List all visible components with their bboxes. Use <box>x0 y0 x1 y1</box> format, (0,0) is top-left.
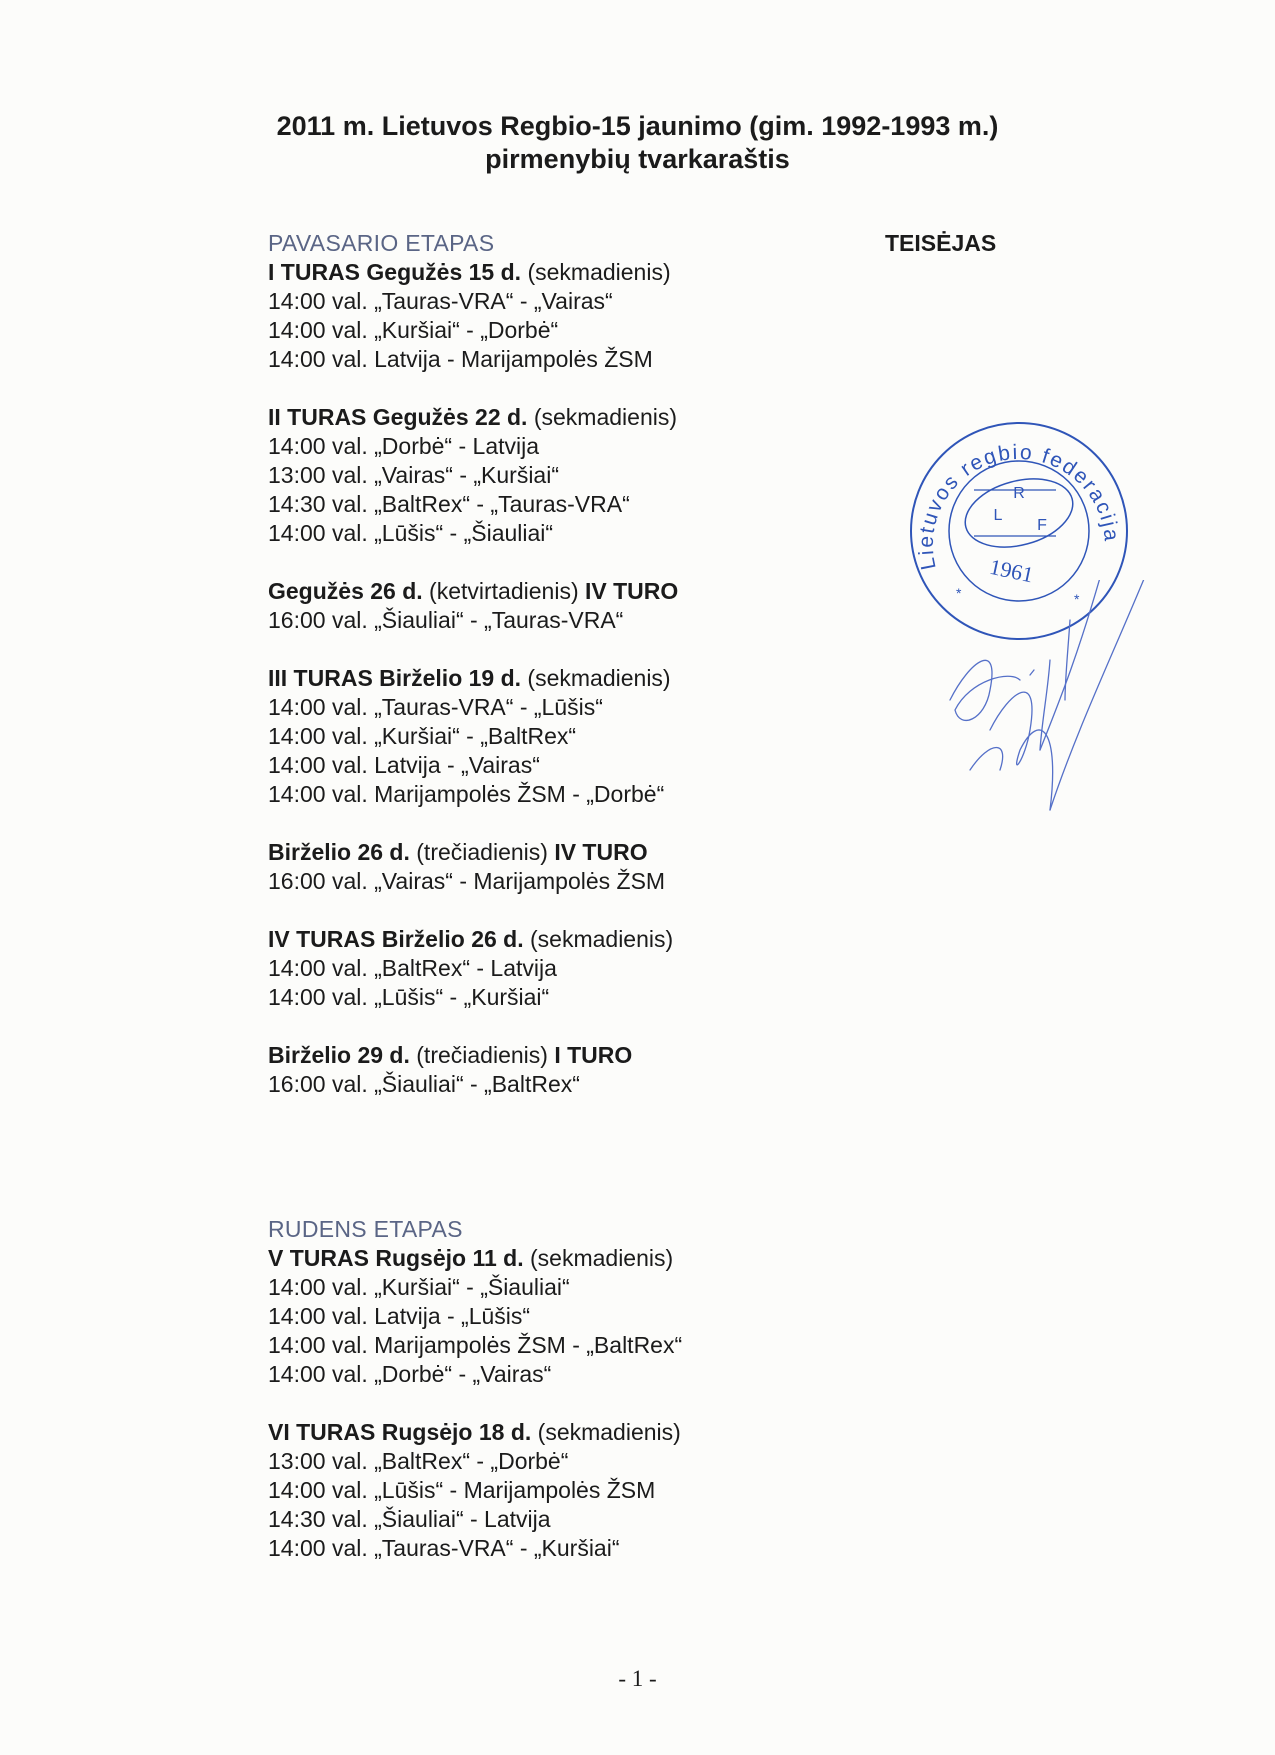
match-line: 14:00 val. „Tauras-VRA“ - „Kuršiai“ <box>268 1535 620 1561</box>
spacer <box>268 635 828 664</box>
round-header <box>268 1041 828 1070</box>
spacer <box>268 374 828 403</box>
spacer <box>268 548 828 577</box>
match-line: 14:00 val. „Lūšis“ - „Kuršiai“ <box>268 984 550 1010</box>
schedule <box>268 229 828 1563</box>
round-header <box>268 925 828 954</box>
match-line: 14:00 val. Latvija - Marijampolės ŽSM <box>268 346 653 372</box>
round-header <box>268 1418 828 1447</box>
match-line: 13:00 val. „Vairas“ - „Kuršiai“ <box>268 462 559 488</box>
match-line: 14:30 val. „Šiauliai“ - Latvija <box>268 1506 551 1532</box>
stamp-letter-f: F <box>1037 517 1047 534</box>
round-header-bold: IV TURO <box>585 578 679 604</box>
stage-title: RUDENS ETAPAS <box>268 1216 463 1242</box>
round-header-text: (trečiadienis) <box>409 1042 555 1068</box>
match-line: 14:00 val. „Dorbė“ - Latvija <box>268 433 540 459</box>
round-header-bold: I TURAS Gegužės 15 d. <box>268 259 522 285</box>
round-header-bold: Birželio 26 d. <box>268 839 410 865</box>
round-header-bold: V TURAS Rugsėjo 11 d. <box>268 1245 524 1271</box>
match-line: 14:00 val. „Dorbė“ - „Vairas“ <box>268 1361 552 1387</box>
referee-column-header: TEISĖJAS <box>885 230 997 256</box>
round-header-text: (sekmadienis) <box>523 1245 674 1271</box>
match-line: 14:30 val. „BaltRex“ - „Tauras-VRA“ <box>268 491 630 517</box>
round-header-bold: VI TURAS Rugsėjo 18 d. <box>268 1419 532 1445</box>
match-line: 16:00 val. „Vairas“ - Marijampolės ŽSM <box>268 868 666 894</box>
round-header-text: (ketvirtadienis) <box>422 578 585 604</box>
round-header-text: (trečiadienis) <box>409 839 555 865</box>
round-header-bold: III TURAS Birželio 19 d. <box>268 665 522 691</box>
match-line: 14:00 val. „Kuršiai“ - „Dorbė“ <box>268 317 559 343</box>
svg-text:*: * <box>1074 591 1080 607</box>
round-header-text: (sekmadienis) <box>531 1419 681 1445</box>
round-header-text: (sekmadienis) <box>521 259 671 285</box>
match-line: 14:00 val. „Tauras-VRA“ - „Vairas“ <box>268 288 613 314</box>
signature <box>930 580 1190 860</box>
round-header-bold: IV TURO <box>554 839 648 865</box>
spacer <box>268 1012 828 1041</box>
match-line: 14:00 val. „Tauras-VRA“ - „Lūšis“ <box>268 694 603 720</box>
document-title: 2011 m. Lietuvos Regbio-15 jaunimo (gim. 1992-1993 m.) <box>276 111 999 141</box>
svg-text:*: * <box>956 585 962 601</box>
stamp-letter-r: R <box>1013 485 1025 502</box>
spacer <box>268 809 828 838</box>
round-header-bold: II TURAS Gegužės 22 d. <box>268 404 528 430</box>
match-line: 14:00 val. „Kuršiai“ - „BaltRex“ <box>268 723 577 749</box>
stage-title: PAVASARIO ETAPAS <box>268 230 495 256</box>
match-line: 14:00 val. Marijampolės ŽSM - „Dorbė“ <box>268 781 665 807</box>
match-line: 16:00 val. „Šiauliai“ - „BaltRex“ <box>268 1071 580 1097</box>
round-header-text: (sekmadienis) <box>527 404 677 430</box>
round-header-bold: IV TURAS Birželio 26 d. <box>268 926 524 952</box>
round-header <box>268 577 828 606</box>
match-line: 14:00 val. „Lūšis“ - Marijampolės ŽSM <box>268 1477 656 1503</box>
round-header <box>268 258 828 287</box>
document-subtitle: pirmenybių tvarkaraštis <box>485 144 790 174</box>
match-line: 14:00 val. „Kuršiai“ - „Šiauliai“ <box>268 1274 570 1300</box>
spacer <box>268 1099 828 1215</box>
round-header <box>268 403 828 432</box>
match-line: 14:00 val. Latvija - „Vairas“ <box>268 752 540 778</box>
spacer <box>268 1389 828 1418</box>
match-line: 14:00 val. „BaltRex“ - Latvija <box>268 955 557 981</box>
page-number: - 1 - <box>618 1666 657 1691</box>
round-header-bold: Gegužės 26 d. <box>268 578 423 604</box>
match-line: 13:00 val. „BaltRex“ - „Dorbė“ <box>268 1448 569 1474</box>
spacer <box>268 896 828 925</box>
match-line: 14:00 val. Marijampolės ŽSM - „BaltRex“ <box>268 1332 683 1358</box>
round-header-bold: I TURO <box>554 1042 633 1068</box>
stamp-letter-l: L <box>993 507 1003 524</box>
round-header-text: (sekmadienis) <box>521 665 671 691</box>
round-header-text: (sekmadienis) <box>523 926 674 952</box>
round-header <box>268 664 828 693</box>
round-header-bold: Birželio 29 d. <box>268 1042 410 1068</box>
stamp-arc-text: Lietuvos regbio federacija <box>914 440 1124 572</box>
round-header <box>268 838 828 867</box>
match-line: 16:00 val. „Šiauliai“ - „Tauras-VRA“ <box>268 607 624 633</box>
svg-text:Lietuvos regbio federacija <box>915 441 1123 572</box>
stamp-year: 1961 <box>987 553 1036 588</box>
match-line: 14:00 val. „Lūšis“ - „Šiauliai“ <box>268 520 554 546</box>
round-header <box>268 1244 828 1273</box>
match-line: 14:00 val. Latvija - „Lūšis“ <box>268 1303 531 1329</box>
